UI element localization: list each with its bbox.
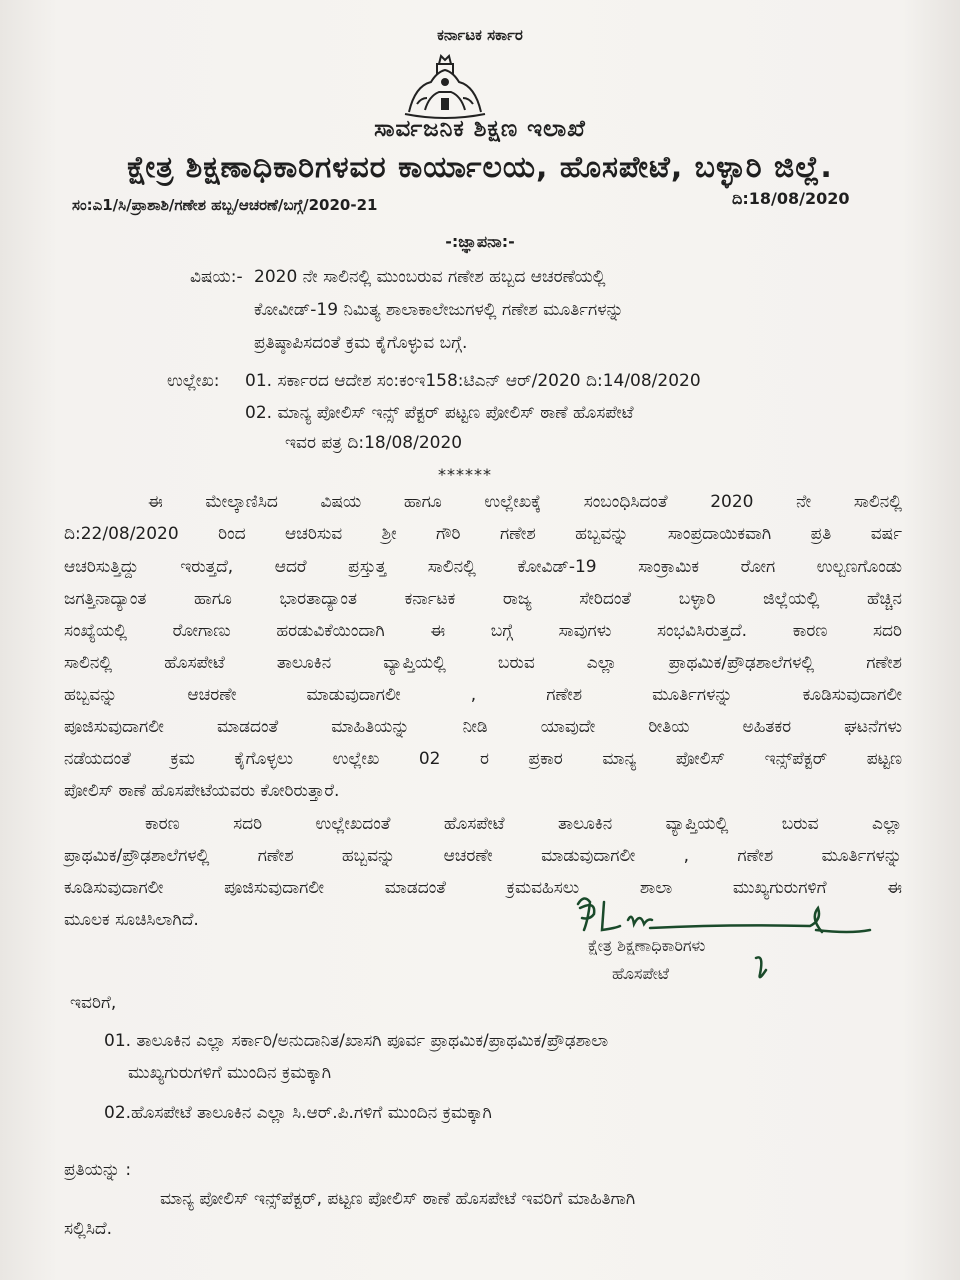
body-text-line: ಈ ಮೇಲ್ಕಾಣಿಸಿದ ವಿಷಯ ಹಾಗೂ ಉಲ್ಲೇಖಕ್ಕೆ ಸಂಬಂಧಿಸಿದಂತೆ 2020 ನೇ ಸಾಲಿನಲ್ಲಿ [148,492,902,512]
body-text-line: ಕಾರಣ ಸದರಿ ಉಲ್ಲೇಖದಂತೆ ಹೊಸಪೇಟೆ ತಾಲೂಕಿನ ವ್ಯಾಪ್ತಿಯಲ್ಲಿ ಬರುವ ಎಲ್ಲಾ [145,814,902,834]
government-heading: ಕರ್ನಾಟಕ ಸರ್ಕಾರ [437,26,523,44]
notice-title: -:ಜ್ಞಾಪನಾ:- [445,232,515,251]
subject-line: 2020 ನೇ ಸಾಲಿನಲ್ಲಿ ಮುಂಬರುವ ಗಣೇಶ ಹಬ್ಬದ ಆಚರಣೆಯಲ್ಲಿ [254,267,606,287]
body-text-line: ಕೂಡಿಸುವುದಾಗಲೀ ಪೂಜಿಸುವುದಾಗಲೀ ಮಾಡದಂತೆ ಕ್ರಮವಹಿಸಲು ಶಾಲಾ ಮುಖ್ಯಗುರುಗಳಿಗೆ ಈ [64,878,902,898]
copy-to-line: ಸಲ್ಲಿಸಿದೆ. [64,1219,112,1239]
reference-line: 01. ಸರ್ಕಾರದ ಆದೇಶ ಸಂ:ಕಂಇ158:ಟಿಎನ್ ಆರ್/2020 ದಿ:14/08/2020 [245,371,701,391]
state-emblem-icon [395,52,495,122]
section-separator: ****** [438,465,492,484]
body-text-line: ಮೂಲಕ ಸೂಚಿಸಿಲಾಗಿದೆ. [64,910,199,930]
recipient-item: 01. ತಾಲೂಕಿನ ಎಲ್ಲಾ ಸರ್ಕಾರಿ/ಅನುದಾನಿತ/ಖಾಸಗಿ ಪೂರ್ವ ಪ್ರಾಥಮಿಕ/ಪ್ರಾಥಮಿಕ/ಪ್ರೌಢಶಾಲಾ [104,1031,609,1051]
body-text-line: ದಿ:22/08/2020 ರಿಂದ ಆಚರಿಸುವ ಶ್ರೀ ಗೌರಿ ಗಣೇಶ ಹಬ್ಬವನ್ನು ಸಾಂಪ್ರದಾಯಿಕವಾಗಿ ಪ್ರತಿ ವರ್ಷ [64,524,902,544]
body-text-line: ಪೂಜಿಸುವುದಾಗಲೀ ಮಾಡದಂತೆ ಮಾಹಿತಿಯನ್ನು ನೀಡಿ ಯಾವುದೇ ರೀತಿಯ ಅಹಿತಕರ ಘಟನೆಗಳು [64,717,902,737]
reference-number: ಸಂ:ಎ1/ಸಿ/ಪ್ರಾಶಾಶಿ/ಗಣೇಶ ಹಬ್ಬ/ಆಚರಣೆ/ಬಗ್ಗೆ/2020-21 [72,196,378,214]
body-text-line: ಪ್ರಾಥಮಿಕ/ಪ್ರೌಢಶಾಲೆಗಳಲ್ಲಿ ಗಣೇಶ ಹಬ್ಬವನ್ನು ಆಚರಣೇ ಮಾಡುವುದಾಗಲೀ , ಗಣೇಶ ಮೂರ್ತಿಗಳನ್ನು [64,846,902,866]
reference-line: ಇವರ ಪತ್ರ ದಿ:18/08/2020 [285,433,463,453]
body-text-line: ಹಬ್ಬವನ್ನು ಆಚರಣೇ ಮಾಡುವುದಾಗಲೀ , ಗಣೇಶ ಮೂರ್ತಿಗಳನ್ನು ಕೂಡಿಸುವುದಾಗಲೀ [64,685,902,705]
reference-line: 02. ಮಾನ್ಯ ಪೋಲಿಸ್ ಇನ್ಸ್ ಪೆಕ್ಟರ್ ಪಟ್ಟಣ ಪೋಲಿಸ್ ಠಾಣೆ ಹೊಸಪೇಟೆ [245,403,634,423]
subject-line: ಪ್ರತಿಷ್ಠಾಪಿಸದಂತೆ ಕ್ರಮ ಕೈಗೊಳ್ಳುವ ಬಗ್ಗೆ. [254,333,468,353]
body-text-line: ಸಂಖ್ಯೆಯಲ್ಲಿ ರೋಗಾಣು ಹರಡುವಿಕೆಯಿಂದಾಗಿ ಈ ಬಗ್ಗೆ ಸಾವುಗಳು ಸಂಭವಿಸಿರುತ್ತದೆ. ಕಾರಣ ಸದರಿ [64,621,902,641]
subject-label: ವಿಷಯ:- [190,267,243,287]
signatory-place: ಹೊಸಪೇಟೆ [612,964,670,983]
recipients-label: ಇವರಿಗೆ, [70,993,117,1013]
department-heading: ಸಾರ್ವಜನಿಕ ಶಿಕ್ಷಣ ಇಲಾಖೆ [374,116,586,142]
copy-to-label: ಪ್ರತಿಯನ್ನು : [64,1160,132,1180]
subject-line: ಕೋವೀಡ್-19 ನಿಮಿತ್ಯ ಶಾಲಾಕಾಲೇಜುಗಳಲ್ಲಿ ಗಣೇಶ ಮೂರ್ತಿಗಳನ್ನು [254,300,624,320]
recipient-item: 02.ಹೊಸಪೇಟೆ ತಾಲೂಕಿನ ಎಲ್ಲಾ ಸಿ.ಆರ್.ಪಿ.ಗಳಿಗೆ ಮುಂದಿನ ಕ್ರಮಕ್ಕಾಗಿ [104,1103,492,1123]
signatory-title: ಕ್ಷೇತ್ರ ಶಿಕ್ಷಣಾಧಿಕಾರಿಗಳು [588,936,706,955]
body-text-line: ಪೋಲಿಸ್ ಠಾಣೆ ಹೊಸಪೇಟೆಯವರು ಕೋರಿರುತ್ತಾರೆ. [64,781,340,801]
copy-to-line: ಮಾನ್ಯ ಪೋಲಿಸ್ ಇನ್ಸ್‌ಪೆಕ್ಟರ್, ಪಟ್ಟಣ ಪೋಲಿಸ್ ಠಾಣೆ ಹೊಸಪೇಟೆ ಇವರಿಗೆ ಮಾಹಿತಿಗಾಗಿ [160,1189,636,1209]
office-heading: ಕ್ಷೇತ್ರ ಶಿಕ್ಷಣಾಧಿಕಾರಿಗಳವರ ಕಾರ್ಯಾಲಯ, ಹೊಸಪೇಟೆ, ಬಳ್ಳಾರಿ ಜಿಲ್ಲೆ. [127,150,833,185]
body-text-line: ನಡೆಯದಂತೆ ಕ್ರಮ ಕೈಗೊಳ್ಳಲು ಉಲ್ಲೇಖ 02 ರ ಪ್ರಕಾರ ಮಾನ್ಯ ಪೋಲಿಸ್ ಇನ್ಸ್‌ಪೆಕ್ಟರ್ ಪಟ್ಟಣ [64,749,902,769]
document-date: ದಿ:18/08/2020 [732,189,850,208]
body-text-line: ಆಚರಿಸುತ್ತಿದ್ದು ಇರುತ್ತದೆ, ಆದರೆ ಪ್ರಸ್ತುತ್ತ ಸಾಲಿನಲ್ಲಿ ಕೋವಿಡ್-19 ಸಾಂಕ್ರಾಮಿಕ ರೋಗ ಉಲ್ಬಣಗೊಂಡು [64,557,902,577]
body-text-line: ಜಗತ್ತಿನಾದ್ಯಾಂತ ಹಾಗೂ ಭಾರತಾದ್ಯಾಂತ ಕರ್ನಾಟಕ ರಾಜ್ಯ ಸೇರಿದಂತೆ ಬಳ್ಳಾರಿ ಜಿಲ್ಲೆಯಲ್ಲಿ ಹೆಚ್ಚಿನ [64,589,902,609]
recipient-item: ಮುಖ್ಯಗುರುಗಳಿಗೆ ಮುಂದಿನ ಕ್ರಮಕ್ಕಾಗಿ [128,1063,332,1083]
body-text-line: ಸಾಲಿನಲ್ಲಿ ಹೊಸಪೇಟೆ ತಾಲೂಕಿನ ವ್ಯಾಪ್ತಿಯಲ್ಲಿ ಬರುವ ಎಲ್ಲಾ ಪ್ರಾಥಮಿಕ/ಪ್ರೌಢಶಾಲೆಗಳಲ್ಲಿ ಗಣೇಶ [64,653,902,673]
references-label: ಉಲ್ಲೇಖ: [167,371,220,391]
